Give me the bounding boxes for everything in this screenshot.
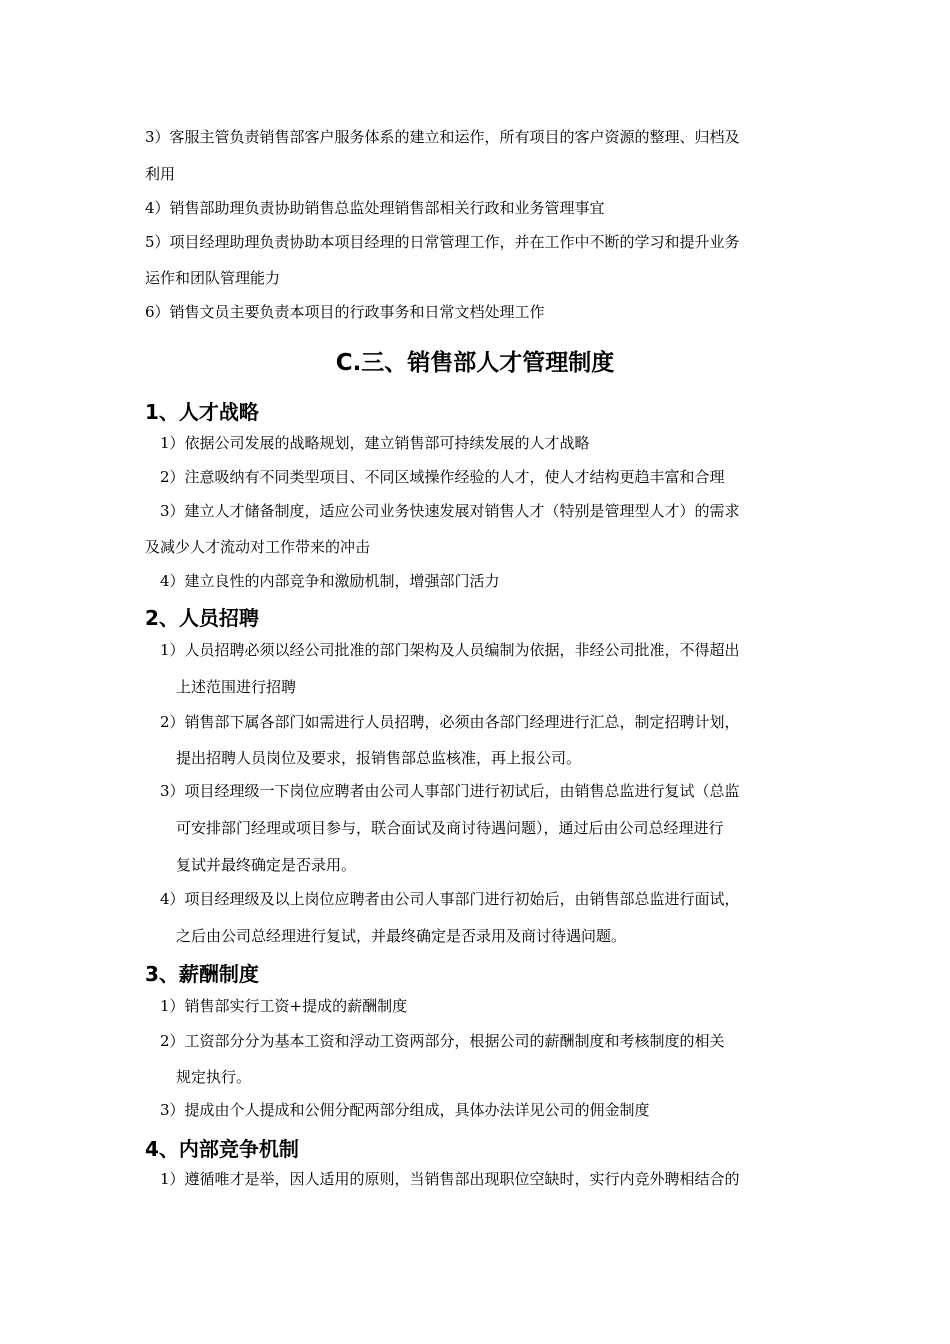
s2-line-5: 3）项目经理级一下岗位应聘者由公司人事部门进行初试后，由销售总监进行复试（总监: [160, 782, 740, 800]
intro-line-6: 6）销售文员主要负责本项目的行政事务和日常文档处理工作: [145, 303, 545, 321]
s2-line-3: 2）销售部下属各部门如需进行人员招聘，必须由各部门经理进行汇总，制定招聘计划，: [160, 713, 740, 731]
s2-line-8: 4）项目经理级及以上岗位应聘者由公司人事部门进行初始后，由销售部总监进行面试，: [160, 890, 740, 908]
intro-line-1: 3）客服主管负责销售部客户服务体系的建立和运作，所有项目的客户资源的整理、归档及: [145, 128, 740, 146]
heading-recruitment: 2、人员招聘: [145, 606, 259, 630]
s2-line-1: 1）人员招聘必须以经公司批准的部门架构及人员编制为依据，非经公司批准，不得超出: [160, 641, 740, 659]
s1-line-4: 及减少人才流动对工作带来的冲击: [145, 538, 371, 556]
s2-line-4: 提出招聘人员岗位及要求，报销售部总监核准，再上报公司。: [176, 749, 582, 767]
intro-line-3: 4）销售部助理负责协助销售总监处理销售部相关行政和业务管理事宜: [145, 199, 605, 217]
heading-compensation: 3、薪酬制度: [145, 962, 259, 986]
s2-line-2: 上述范围进行招聘: [176, 678, 297, 696]
intro-line-5: 运作和团队管理能力: [145, 269, 281, 287]
intro-line-2: 利用: [145, 165, 176, 183]
s3-line-4: 3）提成由个人提成和公佣分配两部分组成，具体办法详见公司的佣金制度: [160, 1101, 650, 1119]
heading-internal-competition: 4、内部竞争机制: [145, 1137, 299, 1161]
s3-line-1: 1）销售部实行工资+提成的薪酬制度: [160, 997, 408, 1015]
s3-line-3: 规定执行。: [176, 1068, 252, 1086]
s4-line-1: 1）遵循唯才是举，因人适用的原则，当销售部出现职位空缺时，实行内竞外聘相结合的: [160, 1170, 740, 1188]
heading-talent-strategy: 1、人才战略: [145, 400, 259, 424]
s1-line-3: 3）建立人才储备制度，适应公司业务快速发展对销售人才（特别是管理型人才）的需求: [160, 502, 740, 520]
section-title: C.三、销售部人才管理制度: [335, 350, 615, 376]
s2-line-9: 之后由公司总经理进行复试，并最终确定是否录用及商讨待遇问题。: [176, 927, 627, 945]
s1-line-1: 1）依据公司发展的战略规划，建立销售部可持续发展的人才战略: [160, 434, 590, 452]
s1-line-5: 4）建立良性的内部竞争和激励机制，增强部门活力: [160, 572, 500, 590]
s3-line-2: 2）工资部分分为基本工资和浮动工资两部分，根据公司的薪酬制度和考核制度的相关: [160, 1032, 725, 1050]
s2-line-7: 复试并最终确定是否录用。: [176, 856, 357, 874]
s2-line-6: 可安排部门经理或项目参与，联合面试及商讨待遇问题），通过后由公司总经理进行: [176, 819, 724, 837]
s1-line-2: 2）注意吸纳有不同类型项目、不同区域操作经验的人才，使人才结构更趋丰富和合理: [160, 468, 725, 486]
intro-line-4: 5）项目经理助理负责协助本项目经理的日常管理工作，并在工作中不断的学习和提升业务: [145, 233, 740, 251]
